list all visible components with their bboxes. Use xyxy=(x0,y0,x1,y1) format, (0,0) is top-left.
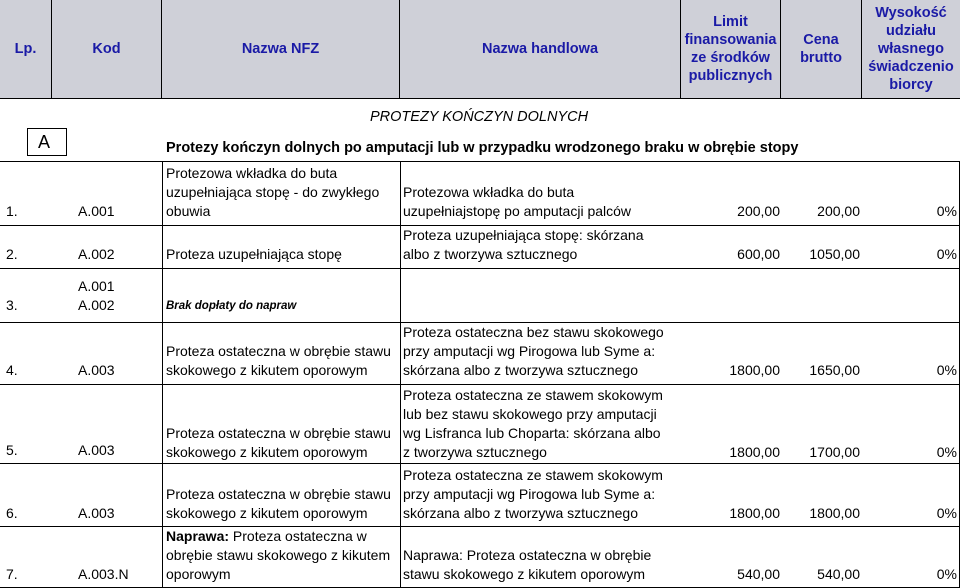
row-udzial: 0% xyxy=(936,246,957,262)
section-subtitle: Protezy kończyn dolnych po amputacji lub w przypadku wrodzonego braku w obrębie stopy xyxy=(166,140,799,156)
row-limit: 540,00 xyxy=(737,566,780,582)
section-title: PROTEZY KOŃCZYN DOLNYCH xyxy=(370,109,589,125)
row-nfz-line: Protezowa wkładka do buta xyxy=(166,165,338,181)
row-nfz-line: Proteza ostateczna w obrębie stawu xyxy=(166,343,391,359)
row-nfz-line: obrębie stawu skokowego z kikutem xyxy=(166,547,391,563)
row-handlowa-line: lub bez stawu skokowego przy amputacji xyxy=(403,406,657,422)
header-udzial-line: świadczenio xyxy=(868,59,954,75)
row-cena: 1050,00 xyxy=(809,246,860,262)
row-kod: A.001 xyxy=(78,203,115,219)
row-handlowa-line: Proteza ostateczna ze stawem skokowym xyxy=(403,387,663,403)
row-nfz-line: Proteza uzupełniająca stopę xyxy=(166,246,342,262)
row-handlowa-line: Proteza uzupełniająca stopę: skórzana xyxy=(403,227,644,243)
row-note: Brak dopłaty do napraw xyxy=(166,300,297,312)
row-nfz-text: Proteza ostateczna w xyxy=(229,528,367,544)
row-handlowa-line: Proteza ostateczna bez stawu skokowego xyxy=(403,324,664,340)
header-cena-line: Cena xyxy=(803,32,839,48)
section-bottom-rule xyxy=(0,161,960,162)
row-divider xyxy=(0,384,960,385)
row-limit: 600,00 xyxy=(737,246,780,262)
header-limit xyxy=(681,0,781,98)
row-nfz-line: uzupełniająca stopę - do zwykłego xyxy=(166,184,380,200)
row-nfz-line: Proteza ostateczna w obrębie stawu xyxy=(166,425,391,441)
row-lp: 5. xyxy=(6,442,18,458)
row-handlowa-line: albo z tworzywa sztucznego xyxy=(403,246,578,262)
row-handlowa-line: stawu skokowego z kikutem oporowym xyxy=(403,566,645,582)
row-lp: 4. xyxy=(6,362,18,378)
row-nfz-line: Proteza ostateczna w obrębie stawu xyxy=(166,486,391,502)
header-cena xyxy=(781,0,862,98)
header-nazwa-handlowa: Nazwa handlowa xyxy=(400,0,681,98)
row-nfz-line: skokowego z kikutem oporowym xyxy=(166,362,368,378)
row-kod: A.002 xyxy=(78,246,115,262)
header-udzial-line: udziału xyxy=(886,23,936,39)
row-divider xyxy=(0,463,960,464)
header-udzial-line: biorcy xyxy=(889,77,933,93)
row-kod: A.003 xyxy=(78,442,115,458)
row-lp: 1. xyxy=(6,203,18,219)
header-limit-line: publicznych xyxy=(688,68,773,84)
row-limit: 1800,00 xyxy=(729,362,780,378)
row-nfz-line: skokowego z kikutem oporowym xyxy=(166,505,368,521)
row-handlowa-line: Naprawa: Proteza ostateczna w obrębie xyxy=(403,547,652,563)
row-cena: 540,00 xyxy=(817,566,860,582)
row-divider xyxy=(0,526,960,527)
row-nfz-line xyxy=(166,527,367,546)
row-cena: 1700,00 xyxy=(809,444,860,460)
row-cena: 1650,00 xyxy=(809,362,860,378)
row-handlowa-line: z tworzywa sztucznego xyxy=(403,444,547,460)
row-handlowa-line: wg Lisfranca lub Choparta: skórzana albo xyxy=(403,425,661,441)
row-lp: 2. xyxy=(6,246,18,262)
row-handlowa-line: uzupełniajstopę po amputacji palców xyxy=(403,203,632,219)
row-udzial: 0% xyxy=(936,566,957,582)
row-udzial: 0% xyxy=(936,444,957,460)
row-handlowa-line: przy amputacji wg Pirogowa lub Syme a: xyxy=(403,343,656,359)
row-handlowa-line: Proteza ostateczna ze stawem skokowym xyxy=(403,467,663,483)
row-handlowa-line: Protezowa wkładka do buta xyxy=(403,184,575,200)
row-nfz-line: skokowego z kikutem oporowym xyxy=(166,444,368,460)
row-kod: A.002 xyxy=(78,297,115,313)
row-udzial: 0% xyxy=(936,203,957,219)
row-divider xyxy=(0,268,960,269)
row-kod: A.003.N xyxy=(78,566,129,582)
row-cena: 1800,00 xyxy=(809,505,860,521)
row-udzial: 0% xyxy=(936,505,957,521)
row-nfz-line: oporowym xyxy=(166,566,231,582)
header-limit-line: finansowania xyxy=(684,32,777,48)
header-cena-line: brutto xyxy=(800,50,842,66)
row-kod: A.003 xyxy=(78,362,115,378)
header-kod: Kod xyxy=(52,0,162,98)
row-handlowa-line: skórzana albo z tworzywa sztucznego xyxy=(403,505,638,521)
row-lp: 6. xyxy=(6,505,18,521)
header-lp: Lp. xyxy=(0,0,52,98)
row-nfz-bold: Naprawa: xyxy=(166,528,230,544)
table-header xyxy=(0,0,960,99)
row-handlowa-line: skórzana albo z tworzywa sztucznego xyxy=(403,362,638,378)
header-udzial-line: Wysokość xyxy=(875,5,947,21)
row-kod: A.003 xyxy=(78,505,115,521)
row-limit: 1800,00 xyxy=(729,505,780,521)
row-nfz-line: obuwia xyxy=(166,203,211,219)
header-udzial xyxy=(862,0,960,98)
row-udzial: 0% xyxy=(936,362,957,378)
header-udzial-line: własnego xyxy=(877,41,945,57)
row-lp: 7. xyxy=(6,566,18,582)
row-limit: 1800,00 xyxy=(729,444,780,460)
row-limit: 200,00 xyxy=(737,203,780,219)
row-kod: A.001 xyxy=(78,278,115,294)
header-nazwa-nfz: Nazwa NFZ xyxy=(162,0,400,98)
header-limit-line: Limit xyxy=(713,14,748,30)
row-lp: 3. xyxy=(6,297,18,313)
section-letter: A xyxy=(38,132,51,152)
header-limit-line: ze środków xyxy=(691,50,770,66)
row-handlowa-line: przy amputacji wg Pirogowa lub Syme a: xyxy=(403,486,656,502)
row-cena: 200,00 xyxy=(817,203,860,219)
